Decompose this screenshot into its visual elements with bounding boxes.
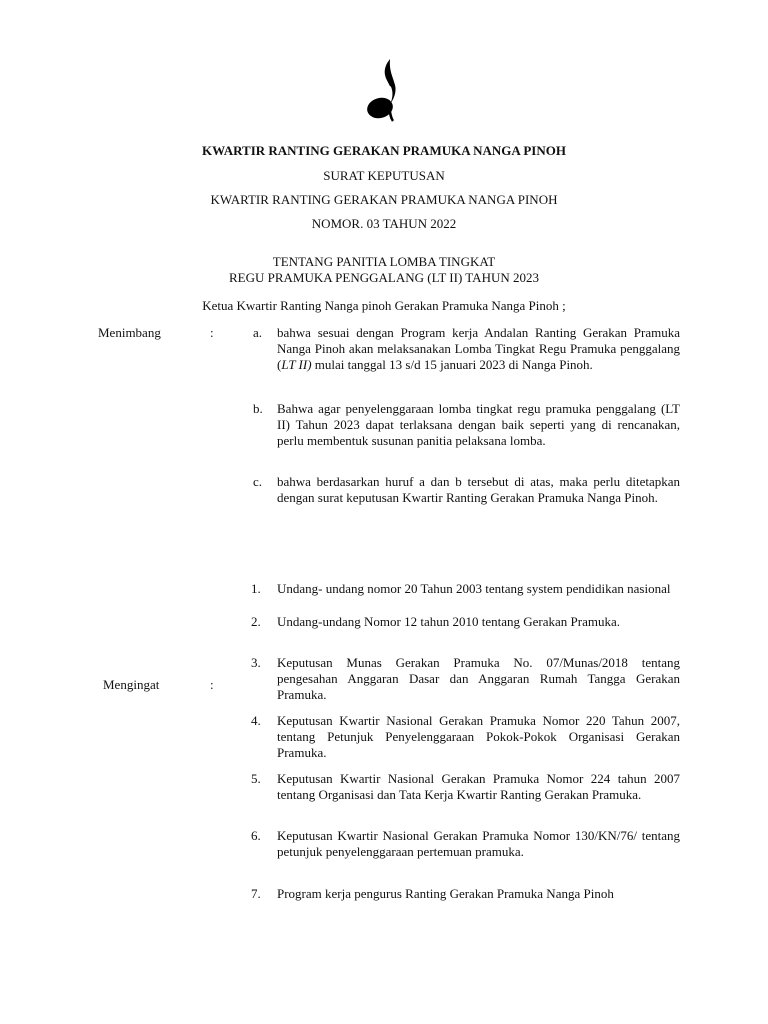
mengingat-item-7: Program kerja pengurus Ranting Gerakan Pramuka Nanga Pinoh <box>277 886 614 901</box>
menimbang-marker-b: b. <box>253 401 263 416</box>
org-title: KWARTIR RANTING GERAKAN PRAMUKA NANGA PINOH <box>210 192 558 207</box>
mengingat-item-2: Undang-undang Nomor 12 tahun 2010 tentang Gerakan Pramuka. <box>277 614 620 629</box>
subject-line-2: REGU PRAMUKA PENGGALANG (LT II) TAHUN 2023 <box>228 270 539 285</box>
mengingat-label: Mengingat <box>103 677 160 692</box>
doc-number: NOMOR. 03 TAHUN 2022 <box>311 216 457 231</box>
mengingat-marker-6: 6. <box>251 828 261 843</box>
org-title-bold: KWARTIR RANTING GERAKAN PRAMUKA NANGA PINOH <box>202 143 566 158</box>
mengingat-marker-3: 3. <box>251 655 261 670</box>
subject-line-1: TENTANG PANITIA LOMBA TINGKAT <box>272 254 496 269</box>
menimbang-marker-c: c. <box>253 474 263 489</box>
menimbang-marker-a: a. <box>253 325 263 340</box>
menimbang-item-b: Bahwa agar penyelenggaraan lomba tingkat regu pramuka penggalang (LT II) Tahun 2023 dapat terlaksana dengan baik seperti yang di rencanakan, perlu membentuk susunan panitia pelaksana lomba. <box>277 401 680 448</box>
doc-type: SURAT KEPUTUSAN <box>323 168 445 183</box>
mengingat-item-1: Undang- undang nomor 20 Tahun 2003 tentang system pendidikan nasional <box>277 581 671 596</box>
scout-emblem-icon <box>360 55 410 129</box>
menimbang-item-a: bahwa sesuai dengan Program kerja Andalan Ranting Gerakan Pramuka Nanga Pinoh akan melaksanakan Lomba Tingkat Regu Pramuka penggalang (LT II) mulai tanggal 13 s/d 15 januari 2023 di Nanga Pinoh. <box>277 325 680 372</box>
mengingat-item-3: Keputusan Munas Gerakan Pramuka No. 07/Munas/2018 tentang pengesahan Anggaran Dasar dan Anggaran Rumah Tangga Gerakan Pramuka. <box>277 655 680 702</box>
mengingat-marker-2: 2. <box>251 614 261 629</box>
mengingat-marker-5: 5. <box>251 771 261 786</box>
issuer-line: Ketua Kwartir Ranting Nanga pinoh Gerakan Pramuka Nanga Pinoh ; <box>202 298 566 313</box>
mengingat-colon: : <box>210 677 214 692</box>
mengingat-marker-4: 4. <box>251 713 261 728</box>
menimbang-colon: : <box>210 325 214 340</box>
menimbang-label: Menimbang <box>98 325 161 340</box>
mengingat-item-5: Keputusan Kwartir Nasional Gerakan Pramuka Nomor 224 tahun 2007 tentang Organisasi dan Tata Kerja Kwartir Ranting Gerakan Pramuka. <box>277 771 680 802</box>
mengingat-item-6: Keputusan Kwartir Nasional Gerakan Pramuka Nomor 130/KN/76/ tentang petunjuk penyelenggaraan pertemuan pramuka. <box>277 828 680 859</box>
menimbang-item-c: bahwa berdasarkan huruf a dan b tersebut di atas, maka perlu ditetapkan dengan surat keputusan Kwartir Ranting Gerakan Pramuka Nanga Pinoh. <box>277 474 680 505</box>
mengingat-marker-1: 1. <box>251 581 261 596</box>
mengingat-item-4: Keputusan Kwartir Nasional Gerakan Pramuka Nomor 220 Tahun 2007, tentang Petunjuk Penyelenggaraan Pokok-Pokok Organisasi Gerakan Pramuka. <box>277 713 680 760</box>
mengingat-marker-7: 7. <box>251 886 261 901</box>
